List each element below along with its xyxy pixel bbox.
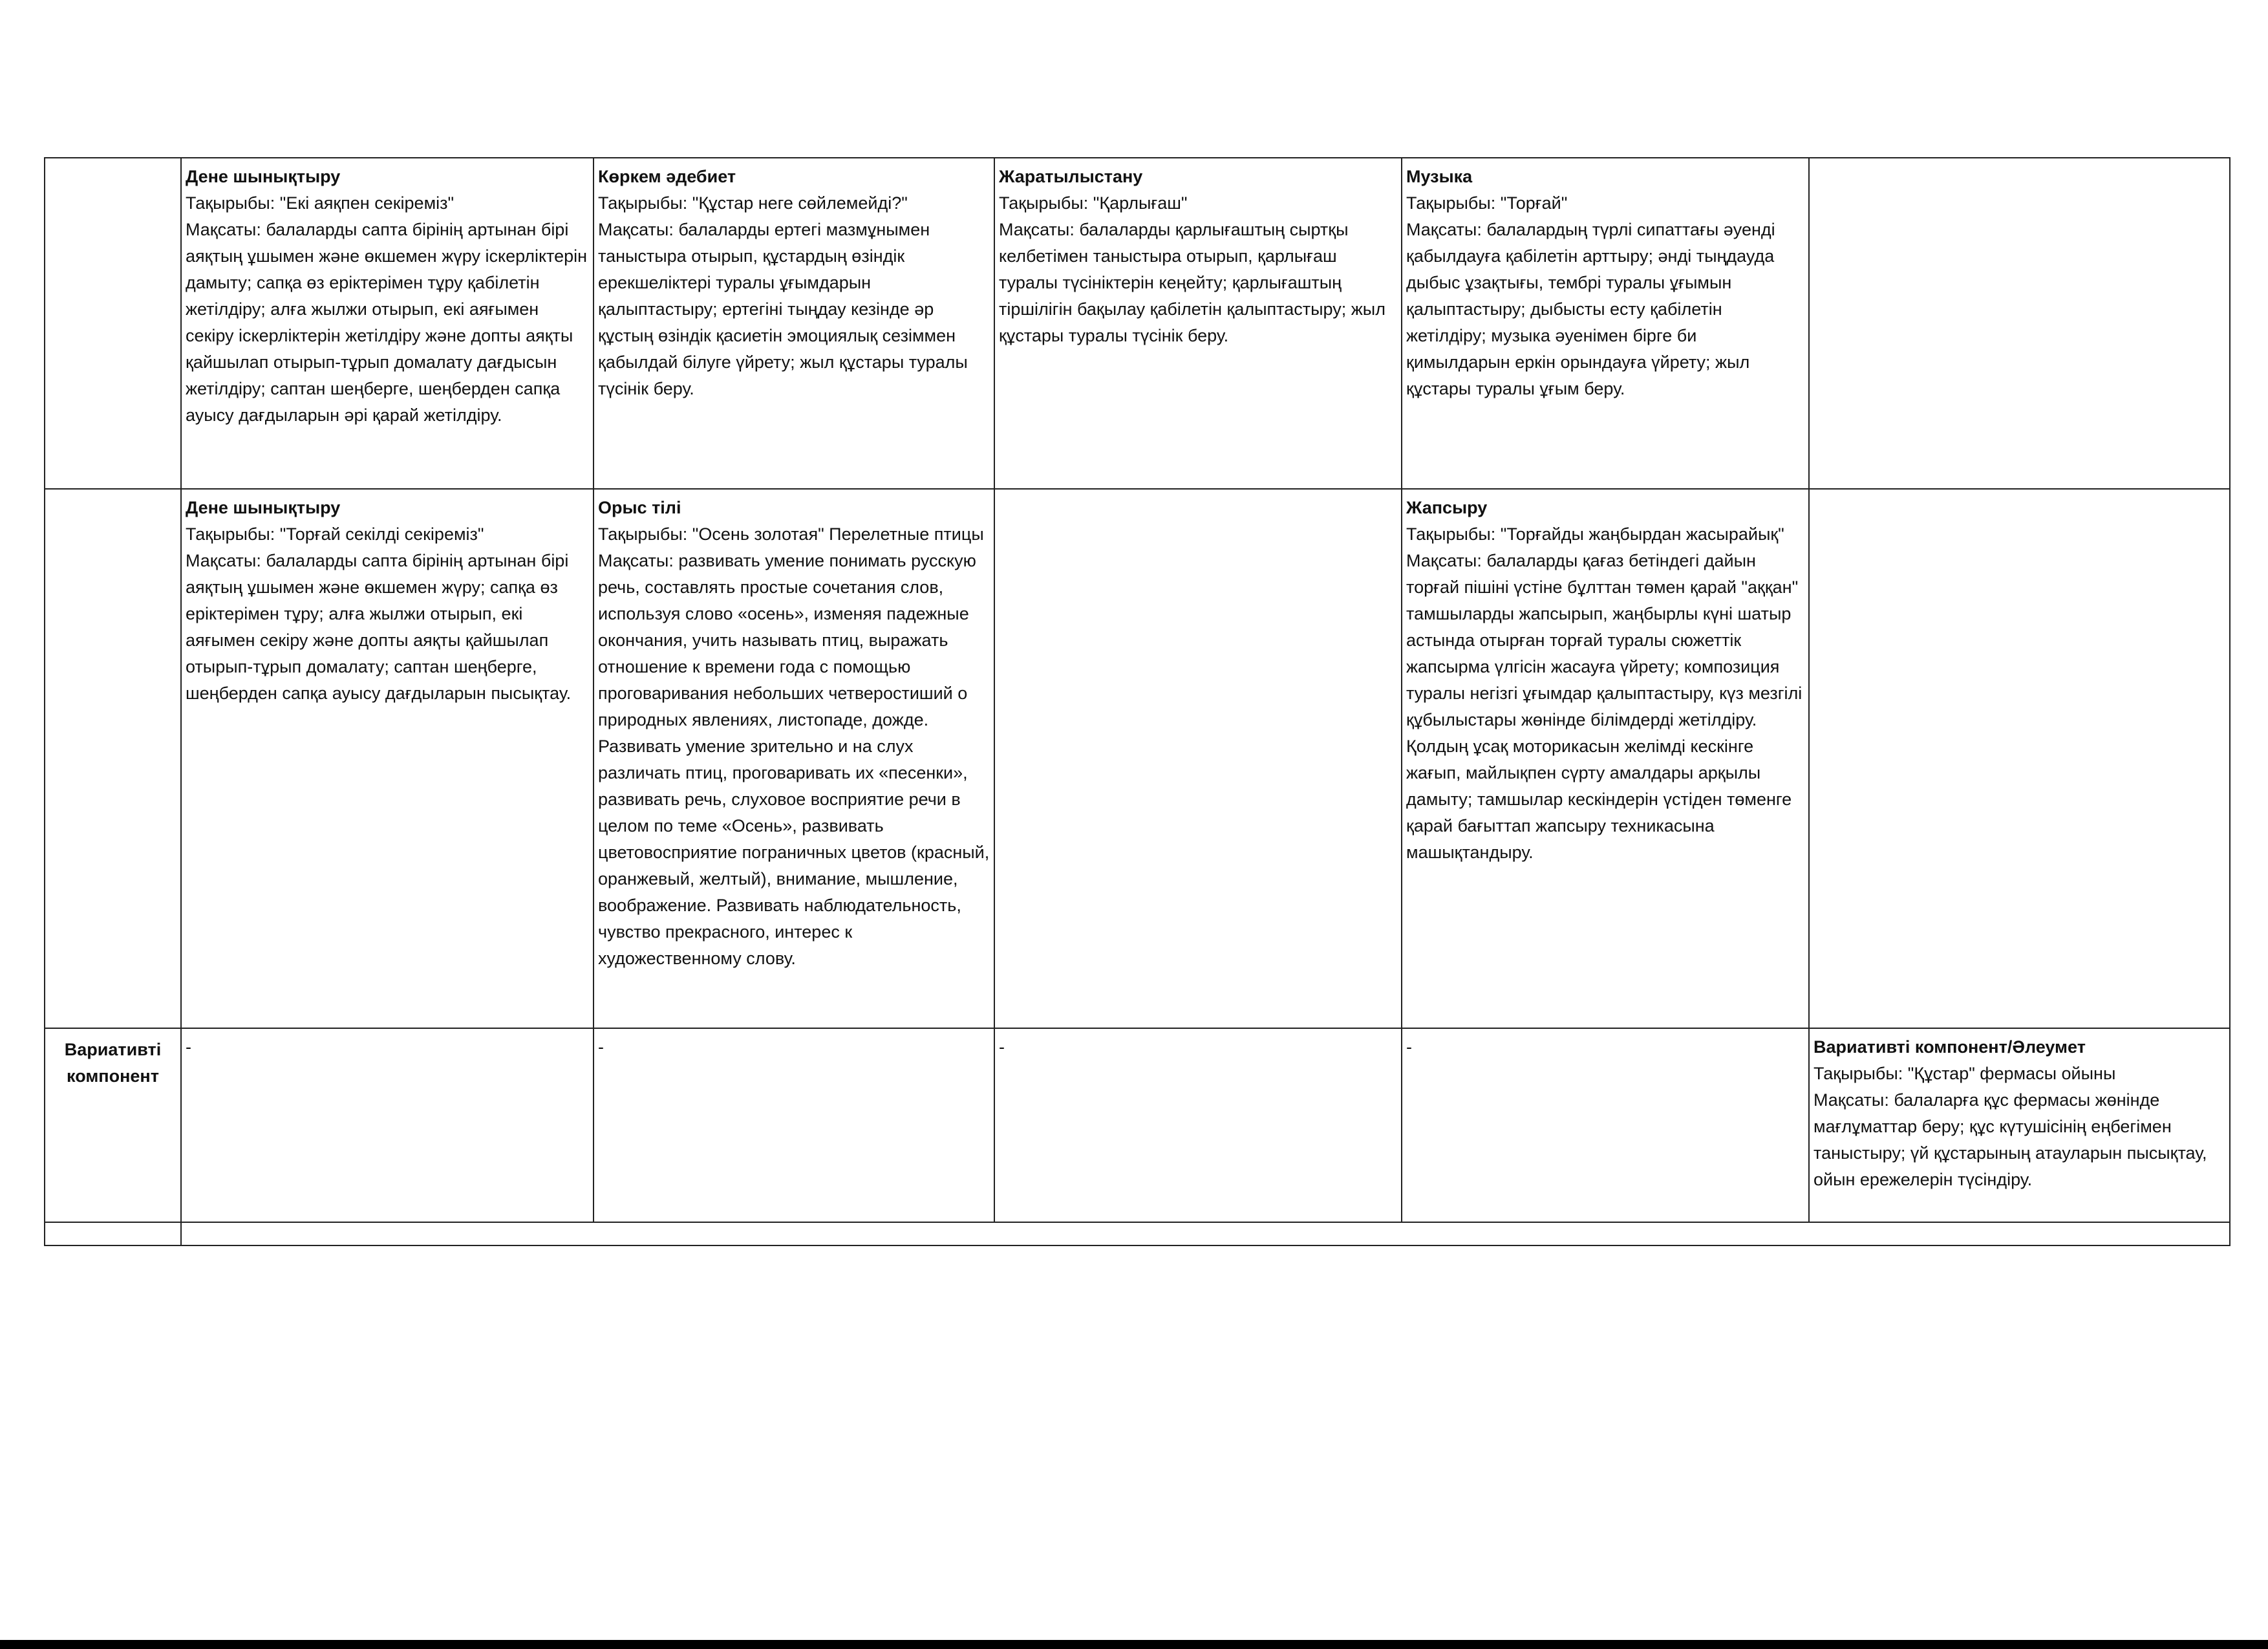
lesson-topic: Тақырыбы: "Торғай" (1406, 193, 1568, 213)
lesson-goal: Мақсаты: балаларды сапта бірінің артынан бірі аяқтың ұшымен және өкшемен жүру; сапқа өз еріктерімен тұру; алға жылжи отырып, екі аяғымен секіру және допты аяқты қайшылап отырып-тұрып домалату; саптан шеңберге, шеңберден сапқа ауысу дағдыларын пысықтау. (186, 551, 572, 703)
variative-cell (1402, 1028, 1809, 1222)
lesson-heading: Орыс тілі (598, 498, 681, 517)
lesson-cell-natural-science (994, 158, 1402, 489)
lesson-cell-social (1809, 1028, 2230, 1222)
empty-cell (45, 1222, 181, 1245)
lesson-topic: Тақырыбы: "Құстар неге сөйлемейді?" (598, 193, 908, 213)
lesson-heading: Дене шынықтыру (186, 167, 341, 186)
scan-edge-bar (0, 1640, 2268, 1649)
variative-cell (994, 1028, 1402, 1222)
variative-component-label: Вариативті компонент (45, 1028, 181, 1222)
empty-dash: - (1406, 1037, 1412, 1057)
lesson-heading: Жапсыру (1406, 498, 1488, 517)
lesson-goal: Мақсаты: балаларды ертегі мазмұнымен таныстыра отырып, құстардың өзіндік ерекшеліктері туралы ұғымдарын қалыптастыру; ертегіні тыңдау кезінде әр құстың өзіндік қасиетін эмоциялық сезіммен қабылдай білуге үйрету; жыл құстары туралы түсінік беру. (598, 220, 968, 398)
lesson-cell-physical-education (181, 489, 594, 1028)
lesson-topic: Тақырыбы: "Құстар" фермасы ойыны (1813, 1064, 2116, 1083)
table-row (45, 1028, 2230, 1222)
variative-cell (181, 1028, 594, 1222)
variative-cell (594, 1028, 994, 1222)
lesson-goal: Мақсаты: развивать умение понимать русскую речь, составлять простые сочетания слов, используя слово «осень», изменяя падежные окончания, учить называть птиц, выражать отношение к времени года с помощью проговаривания небольших четверостиший о природных явлениях, листопаде, дожде. Развивать умение зрительно и на слух различать птиц, проговаривать их «песенки», развивать речь, слуховое восприятие речи в целом по теме «Осень», развивать цветовосприятие пограничных цветов (красный, оранжевый, желтый), внимание, мышление, воображение. Развивать наблюдательность, чувство прекрасного, интерес к художественному слову. (598, 551, 990, 968)
lesson-cell-literature (594, 158, 994, 489)
lesson-cell-russian-language (594, 489, 994, 1028)
lesson-heading: Көркем әдебиет (598, 167, 736, 186)
lesson-cell-music (1402, 158, 1809, 489)
lesson-cell-physical-education (181, 158, 594, 489)
lesson-topic: Тақырыбы: "Осень золотая" Перелетные птицы (598, 524, 984, 544)
weekly-plan-table (44, 157, 2231, 1246)
lesson-goal: Мақсаты: балаларды қағаз бетіндегі дайын торғай пішіні үстіне бұлттан төмен қарай "аққан" тамшыларды жапсырып, жаңбырлы күні шатыр астында отырған торғай туралы сюжеттік жапсырма үлгісін жасауға үйрету; композиция туралы негізгі ұғымдар қалыптастыру, күз мезгілі құбылыстары жөнінде білімдерді жетілдіру. Қолдың ұсақ моторикасын желімді кескінге жағып, майлықпен сүрту амалдары арқылы дамыту; тамшылар кескіндерін үстіден төменге қарай бағыттап жапсыру техникасына машықтандыру. (1406, 551, 1803, 862)
lesson-heading: Вариативті компонент/Әлеумет (1813, 1037, 2086, 1057)
lesson-heading: Музыка (1406, 167, 1473, 186)
empty-cell (181, 1222, 2230, 1245)
empty-dash: - (598, 1037, 604, 1057)
lesson-heading: Дене шынықтыру (186, 498, 341, 517)
empty-dash: - (186, 1037, 191, 1057)
table-row (45, 158, 2230, 489)
row-label-cell (45, 158, 181, 489)
table-row (45, 1222, 2230, 1245)
lesson-topic: Тақырыбы: "Торғай секілді секіреміз" (186, 524, 484, 544)
lesson-topic: Тақырыбы: "Екі аяқпен секіреміз" (186, 193, 455, 213)
lesson-cell-applique (1402, 489, 1809, 1028)
empty-cell (1809, 158, 2230, 489)
empty-cell (994, 489, 1402, 1028)
lesson-goal: Мақсаты: балаларға құс фермасы жөнінде мағлұматтар беру; құс күтушісінің еңбегімен таныстыру; үй құстарының атауларын пысықтау, ойын ережелерін түсіндіру. (1813, 1090, 2207, 1189)
lesson-topic: Тақырыбы: "Торғайды жаңбырдан жасырайық" (1406, 524, 1784, 544)
empty-cell (1809, 489, 2230, 1028)
lesson-goal: Мақсаты: балаларды сапта бірінің артынан бірі аяқтың ұшымен және өкшемен жүру іскерліктерін дамыту; сапқа өз еріктерімен тұру қабілетін жетілдіру; алға жылжи отырып, екі аяғымен секіру іскерліктерін жетілдіру және допты аяқты қайшылап отырып-тұрып домалату дағдысын жетілдіру; саптан шеңберге, шеңберден сапқа ауысу дағдыларын әрі қарай жетілдіру. (186, 220, 588, 425)
table-row (45, 489, 2230, 1028)
lesson-topic: Тақырыбы: "Қарлығаш" (999, 193, 1188, 213)
lesson-heading: Жаратылыстану (999, 167, 1143, 186)
empty-dash: - (999, 1037, 1005, 1057)
lesson-goal: Мақсаты: балаларды қарлығаштың сыртқы келбетімен таныстыра отырып, қарлығаш туралы түсініктерін кеңейту; қарлығаштың тіршілігін бақылау қабілетін қалыптастыру; жыл құстары туралы түсінік беру. (999, 220, 1385, 345)
lesson-goal: Мақсаты: балалардың түрлі сипаттағы әуенді қабылдауға қабілетін арттыру; әнді тыңдауда дыбыс ұзақтығы, тембрі туралы ұғымын қалыптастыру; дыбысты есту қабілетін жетілдіру; музыка әуенімен бірге би қимылдарын еркін орындауға үйрету; жыл құстары туралы ұғым беру. (1406, 220, 1775, 398)
row-label-cell (45, 489, 181, 1028)
